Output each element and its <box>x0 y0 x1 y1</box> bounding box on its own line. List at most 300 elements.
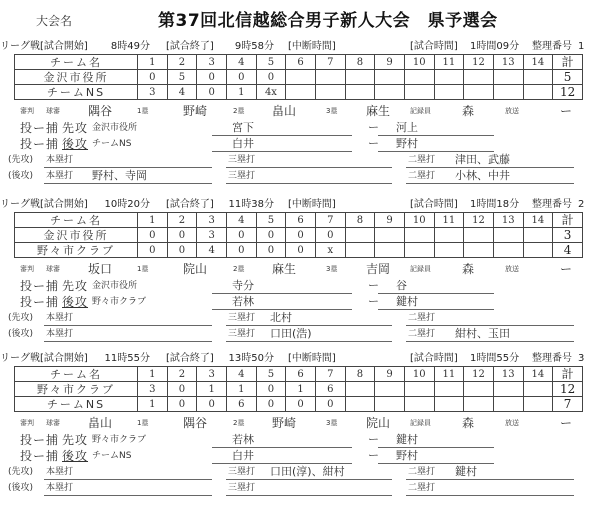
first-base-umpire-name: 隅谷 <box>183 416 208 430</box>
battery-label: 投ー捕 <box>20 279 60 293</box>
first-attack-paren-label: (先攻) <box>8 313 34 323</box>
team-name: チームNS <box>15 397 138 412</box>
battery-label: 投ー捕 <box>20 121 60 135</box>
inning-score <box>434 70 464 85</box>
inning-score: 6 <box>315 382 345 397</box>
inning-header: 1 <box>138 213 168 228</box>
battery-row-first <box>0 278 600 294</box>
team-total: 7 <box>553 397 583 412</box>
inning-score <box>523 397 553 412</box>
first-attack-paren-label: (先攻) <box>8 155 34 165</box>
inning-score: 0 <box>315 228 345 243</box>
interruption-label: [中断時間] <box>288 199 336 210</box>
catcher-name: 野村 <box>396 449 418 462</box>
battery-team: 金沢市役所 <box>92 281 138 291</box>
triple-players: 北村 <box>270 311 292 324</box>
league-label: リーグ戦 <box>0 353 40 364</box>
team-total: 4 <box>553 243 583 258</box>
broadcast-label: 放送 <box>505 107 519 115</box>
dash: ー <box>368 279 379 292</box>
plate-umpire-name: 隅谷 <box>88 104 113 118</box>
double-players: 小林、中井 <box>455 169 510 182</box>
duration-time: 1時間55分 <box>470 353 520 364</box>
inning-score <box>493 243 523 258</box>
inning-score: 1 <box>138 397 168 412</box>
pitcher-name: 白井 <box>232 449 254 462</box>
serial-number: 2 <box>578 199 585 210</box>
inning-score <box>464 70 494 85</box>
inning-score <box>345 243 375 258</box>
inning-score: 0 <box>315 397 345 412</box>
inning-score <box>286 85 316 100</box>
inning-score: x <box>315 243 345 258</box>
inning-score <box>464 85 494 100</box>
inning-score <box>375 70 405 85</box>
inning-score: 0 <box>138 70 168 85</box>
inning-score: 3 <box>138 382 168 397</box>
inning-score <box>345 70 375 85</box>
first-attack-label: 先攻 <box>62 279 89 293</box>
hr-underline <box>44 341 212 342</box>
inning-score <box>434 228 464 243</box>
inning-header: 7 <box>315 55 345 70</box>
triple-underline <box>226 183 392 184</box>
hr-label: 本塁打 <box>46 313 74 323</box>
double-label: 二塁打 <box>408 313 436 323</box>
inning-score: 1 <box>286 382 316 397</box>
inning-score <box>404 70 434 85</box>
inning-score <box>523 243 553 258</box>
team-name: 野々市クラブ <box>15 243 138 258</box>
inning-score: 0 <box>286 243 316 258</box>
third-base-umpire-label: 3塁 <box>326 107 338 115</box>
inning-header: 7 <box>315 213 345 228</box>
inning-score: 0 <box>286 397 316 412</box>
inning-score <box>404 85 434 100</box>
inning-score: 0 <box>256 397 286 412</box>
inning-score: 0 <box>138 243 168 258</box>
end-label: [試合終了] <box>166 353 214 364</box>
second-base-umpire-label: 2塁 <box>233 107 245 115</box>
serial-number: 1 <box>578 41 585 52</box>
hr-label: 本塁打 <box>46 467 74 477</box>
triple-players: 口田(浩) <box>270 327 312 340</box>
battery-team: チームNS <box>92 139 132 149</box>
duration-label: [試合時間] <box>410 353 458 364</box>
inning-header: 2 <box>167 55 197 70</box>
catcher-name: 鍵村 <box>396 433 418 446</box>
inning-score <box>464 243 494 258</box>
inning-score <box>345 85 375 100</box>
dash: ー <box>368 449 379 462</box>
inning-score <box>523 70 553 85</box>
inning-header: 13 <box>493 55 523 70</box>
inning-header: 9 <box>375 55 405 70</box>
broadcast-name: ー <box>560 104 573 118</box>
page-title: 第37回北信越総合男子新人大会 県予選会 <box>158 11 498 31</box>
hr-label: 本塁打 <box>46 329 74 339</box>
second-attack-label: 後攻 <box>62 137 89 151</box>
duration-label: [試合時間] <box>410 41 458 52</box>
team-score-row <box>15 228 583 243</box>
hits-row-second <box>0 168 600 184</box>
inning-header: 13 <box>493 367 523 382</box>
third-base-umpire-label: 3塁 <box>326 265 338 273</box>
inning-score <box>464 382 494 397</box>
pitcher-name: 白井 <box>232 137 254 150</box>
inning-score: 0 <box>197 70 227 85</box>
inning-score <box>493 397 523 412</box>
total-header: 計 <box>553 367 583 382</box>
broadcast-label: 放送 <box>505 265 519 273</box>
end-time: 11時38分 <box>228 199 274 210</box>
second-attack-label: 後攻 <box>62 449 89 463</box>
first-base-umpire-name: 院山 <box>183 262 208 276</box>
team-name: 金沢市役所 <box>15 228 138 243</box>
end-time: 13時50分 <box>228 353 274 364</box>
triple-label: 三塁打 <box>228 171 256 181</box>
double-players: 鍵村 <box>455 465 477 478</box>
second-attack-paren-label: (後攻) <box>8 483 34 493</box>
recorder-name: 森 <box>462 416 475 430</box>
inning-header: 14 <box>523 213 553 228</box>
inning-score <box>375 228 405 243</box>
hits-row-second <box>0 480 600 496</box>
inning-score: 5 <box>167 70 197 85</box>
broadcast-label: 放送 <box>505 419 519 427</box>
inning-score: 4 <box>197 243 227 258</box>
inning-score <box>315 70 345 85</box>
triple-label: 三塁打 <box>228 313 256 323</box>
inning-header: 4 <box>226 213 256 228</box>
third-base-umpire-name: 吉岡 <box>366 262 391 276</box>
battery-row-first <box>0 120 600 136</box>
game-record <box>0 40 600 200</box>
inning-header: 11 <box>434 367 464 382</box>
inning-score <box>286 70 316 85</box>
second-base-umpire-name: 麻生 <box>272 262 297 276</box>
team-score-row <box>15 243 583 258</box>
battery-team: 野々市クラブ <box>92 297 147 307</box>
team-name-header: チーム名 <box>15 213 138 228</box>
second-attack-label: 後攻 <box>62 295 89 309</box>
inning-header: 8 <box>345 367 375 382</box>
scoreboard-header-row <box>15 55 583 70</box>
duration-time: 1時間09分 <box>470 41 520 52</box>
team-name: 野々市クラブ <box>15 382 138 397</box>
pitcher-name: 宮下 <box>232 121 254 134</box>
umpire-row <box>0 416 600 430</box>
scoreboard-table <box>14 366 583 412</box>
start-label: [試合開始] <box>40 199 88 210</box>
inning-score: 0 <box>226 228 256 243</box>
double-label: 二塁打 <box>408 329 436 339</box>
inning-header: 12 <box>464 213 494 228</box>
team-total: 3 <box>553 228 583 243</box>
total-header: 計 <box>553 213 583 228</box>
hits-row-first <box>0 152 600 168</box>
inning-header: 9 <box>375 367 405 382</box>
team-total: 5 <box>553 70 583 85</box>
inning-score: 0 <box>256 382 286 397</box>
inning-score: 0 <box>197 397 227 412</box>
first-attack-label: 先攻 <box>62 433 89 447</box>
inning-score <box>464 397 494 412</box>
third-base-umpire-name: 麻生 <box>366 104 391 118</box>
first-base-umpire-label: 1塁 <box>137 265 149 273</box>
league-label: リーグ戦 <box>0 199 40 210</box>
inning-header: 9 <box>375 213 405 228</box>
inning-score: 6 <box>226 397 256 412</box>
hits-row-first <box>0 310 600 326</box>
battery-team: チームNS <box>92 451 132 461</box>
inning-score: 0 <box>167 382 197 397</box>
triple-label: 三塁打 <box>228 329 256 339</box>
game-record <box>0 352 600 512</box>
battery-row-first <box>0 432 600 448</box>
dash: ー <box>368 137 379 150</box>
broadcast-name: ー <box>560 416 573 430</box>
inning-header: 4 <box>226 367 256 382</box>
battery-team: 野々市クラブ <box>92 435 147 445</box>
hr-label: 本塁打 <box>46 155 74 165</box>
inning-score <box>345 228 375 243</box>
inning-score <box>493 382 523 397</box>
inning-header: 10 <box>404 367 434 382</box>
start-time: 11時55分 <box>104 353 150 364</box>
triple-label: 三塁打 <box>228 483 256 493</box>
hr-label: 本塁打 <box>46 171 74 181</box>
inning-score: 1 <box>226 85 256 100</box>
double-players: 津田、武藤 <box>455 153 510 166</box>
second-attack-paren-label: (後攻) <box>8 329 34 339</box>
double-label: 二塁打 <box>408 467 436 477</box>
start-time: 10時20分 <box>104 199 150 210</box>
double-players: 紺村、玉田 <box>455 327 510 340</box>
inning-score <box>345 397 375 412</box>
hr-label: 本塁打 <box>46 483 74 493</box>
inning-header: 1 <box>138 367 168 382</box>
second-base-umpire-label: 2塁 <box>233 419 245 427</box>
inning-header: 10 <box>404 55 434 70</box>
team-total: 12 <box>553 85 583 100</box>
plate-umpire-label: 球審 <box>46 107 60 115</box>
serial-label: 整理番号 <box>532 353 572 364</box>
double-underline <box>406 341 574 342</box>
triple-label: 三塁打 <box>228 155 256 165</box>
inning-score <box>523 382 553 397</box>
double-underline <box>406 495 574 496</box>
inning-score: 3 <box>138 85 168 100</box>
team-name: 金沢市役所 <box>15 70 138 85</box>
inning-score <box>434 382 464 397</box>
battery-row-second <box>0 448 600 464</box>
battery-label: 投ー捕 <box>20 433 60 447</box>
inning-header: 3 <box>197 213 227 228</box>
umpire-row <box>0 262 600 276</box>
catcher-name: 鍵村 <box>396 295 418 308</box>
hr-players: 野村、寺岡 <box>92 169 147 182</box>
battery-team: 金沢市役所 <box>92 123 138 133</box>
inning-score: 4x <box>256 85 286 100</box>
inning-header: 3 <box>197 55 227 70</box>
inning-score: 0 <box>286 228 316 243</box>
inning-score <box>523 85 553 100</box>
third-base-umpire-label: 3塁 <box>326 419 338 427</box>
battery-label: 投ー捕 <box>20 295 60 309</box>
inning-score <box>404 228 434 243</box>
inning-header: 3 <box>197 367 227 382</box>
umpire-label: 審判 <box>20 265 34 273</box>
end-label: [試合終了] <box>166 41 214 52</box>
recorder-label: 記録員 <box>410 265 431 273</box>
team-score-row <box>15 85 583 100</box>
battery-label: 投ー捕 <box>20 137 60 151</box>
inning-score: 0 <box>226 243 256 258</box>
end-time: 9時58分 <box>234 41 274 52</box>
hr-underline <box>44 183 212 184</box>
total-header: 計 <box>553 55 583 70</box>
double-label: 二塁打 <box>408 171 436 181</box>
inning-header: 14 <box>523 55 553 70</box>
inning-score <box>523 228 553 243</box>
battery-row-second <box>0 136 600 152</box>
umpire-row <box>0 104 600 118</box>
catcher-name: 河上 <box>396 121 418 134</box>
inning-score <box>493 85 523 100</box>
inning-header: 14 <box>523 367 553 382</box>
start-label: [試合開始] <box>40 353 88 364</box>
plate-umpire-label: 球審 <box>46 419 60 427</box>
inning-score: 1 <box>226 382 256 397</box>
end-label: [試合終了] <box>166 199 214 210</box>
pitcher-name: 若林 <box>232 433 254 446</box>
team-score-row <box>15 397 583 412</box>
second-base-umpire-name: 野崎 <box>272 416 297 430</box>
inning-header: 1 <box>138 55 168 70</box>
triple-players: 口田(淳)、紺村 <box>270 465 345 478</box>
triple-label: 三塁打 <box>228 467 256 477</box>
inning-header: 7 <box>315 367 345 382</box>
umpire-label: 審判 <box>20 419 34 427</box>
inning-header: 5 <box>256 367 286 382</box>
recorder-label: 記録員 <box>410 107 431 115</box>
first-base-umpire-name: 野崎 <box>183 104 208 118</box>
inning-score: 0 <box>256 70 286 85</box>
scoreboard-table <box>14 212 583 258</box>
game-record <box>0 198 600 358</box>
inning-score <box>434 397 464 412</box>
inning-score <box>375 243 405 258</box>
inning-header: 6 <box>286 55 316 70</box>
inning-score <box>404 243 434 258</box>
inning-header: 12 <box>464 55 494 70</box>
interruption-label: [中断時間] <box>288 41 336 52</box>
inning-score: 0 <box>256 243 286 258</box>
inning-score <box>375 397 405 412</box>
hits-row-second <box>0 326 600 342</box>
catcher-name: 谷 <box>396 279 407 292</box>
third-base-umpire-name: 院山 <box>366 416 391 430</box>
inning-score <box>404 382 434 397</box>
first-base-umpire-label: 1塁 <box>137 419 149 427</box>
triple-underline <box>226 495 392 496</box>
plate-umpire-label: 球審 <box>46 265 60 273</box>
first-attack-paren-label: (先攻) <box>8 467 34 477</box>
dash: ー <box>368 433 379 446</box>
battery-row-second <box>0 294 600 310</box>
team-name-header: チーム名 <box>15 367 138 382</box>
team-total: 12 <box>553 382 583 397</box>
inning-header: 10 <box>404 213 434 228</box>
serial-label: 整理番号 <box>532 41 572 52</box>
dash: ー <box>368 295 379 308</box>
inning-score: 0 <box>256 228 286 243</box>
second-base-umpire-name: 畠山 <box>272 104 297 118</box>
second-base-umpire-label: 2塁 <box>233 265 245 273</box>
second-attack-paren-label: (後攻) <box>8 171 34 181</box>
double-underline <box>406 183 574 184</box>
inning-score <box>434 85 464 100</box>
umpire-label: 審判 <box>20 107 34 115</box>
recorder-label: 記録員 <box>410 419 431 427</box>
inning-score: 4 <box>167 85 197 100</box>
pitcher-name: 若林 <box>232 295 254 308</box>
double-label: 二塁打 <box>408 155 436 165</box>
inning-score: 0 <box>167 397 197 412</box>
inning-score <box>375 382 405 397</box>
inning-score <box>464 228 494 243</box>
inning-score: 0 <box>167 228 197 243</box>
inning-score <box>493 228 523 243</box>
inning-score: 3 <box>197 228 227 243</box>
inning-header: 12 <box>464 367 494 382</box>
start-label: [試合開始] <box>40 41 88 52</box>
plate-umpire-name: 坂口 <box>88 262 113 276</box>
serial-number: 3 <box>578 353 585 364</box>
inning-score <box>434 243 464 258</box>
inning-header: 4 <box>226 55 256 70</box>
inning-score: 0 <box>138 228 168 243</box>
inning-header: 8 <box>345 55 375 70</box>
dash: ー <box>368 121 379 134</box>
hr-underline <box>44 495 212 496</box>
inning-header: 6 <box>286 367 316 382</box>
inning-header: 5 <box>256 213 286 228</box>
inning-score: 0 <box>197 85 227 100</box>
recorder-name: 森 <box>462 262 475 276</box>
pitcher-name: 寺分 <box>232 279 254 292</box>
team-score-row <box>15 70 583 85</box>
start-time: 8時49分 <box>110 41 150 52</box>
interruption-label: [中断時間] <box>288 353 336 364</box>
team-score-row <box>15 382 583 397</box>
inning-header: 11 <box>434 213 464 228</box>
inning-score: 0 <box>167 243 197 258</box>
team-name-header: チーム名 <box>15 55 138 70</box>
inning-header: 2 <box>167 213 197 228</box>
inning-header: 13 <box>493 213 523 228</box>
inning-score <box>345 382 375 397</box>
league-label: リーグ戦 <box>0 41 40 52</box>
battery-label: 投ー捕 <box>20 449 60 463</box>
serial-label: 整理番号 <box>532 199 572 210</box>
inning-score <box>493 70 523 85</box>
recorder-name: 森 <box>462 104 475 118</box>
first-attack-label: 先攻 <box>62 121 89 135</box>
first-base-umpire-label: 1塁 <box>137 107 149 115</box>
inning-header: 11 <box>434 55 464 70</box>
